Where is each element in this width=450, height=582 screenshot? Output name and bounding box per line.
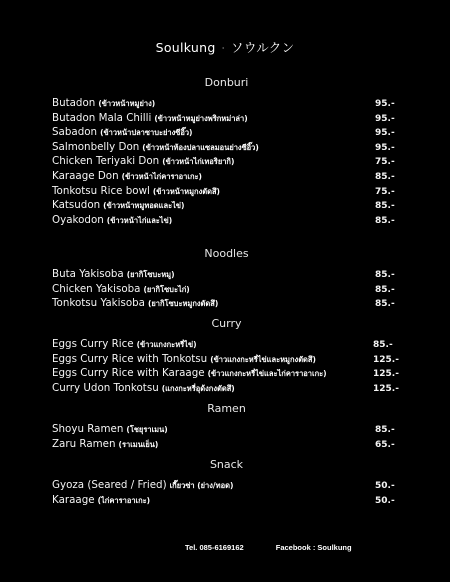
menu-item-label	[52, 437, 158, 453]
menu-item-price: 85.-	[375, 284, 395, 295]
menu-item-price: 85.-	[375, 171, 395, 182]
menu-item-price: 95.-	[375, 113, 395, 124]
menu-item	[52, 140, 397, 155]
menu-item-name: Sabadon	[52, 126, 98, 139]
menu-item	[52, 352, 397, 367]
section-ramen	[52, 402, 397, 451]
section-title: Donburi	[204, 76, 249, 89]
menu-item	[52, 296, 397, 311]
menu-item-thai-name: (ข้าวแกงกะหรี่ไข่และหมูกงตัดสึ)	[210, 354, 316, 364]
menu-item-name: Eggs Curry Rice with Karaage	[52, 367, 205, 380]
menu-item-price: 125.-	[373, 354, 399, 365]
menu-item-label	[52, 184, 220, 200]
menu-item-thai-name: (ข้าวหน้าไก่และไข่)	[106, 215, 173, 225]
menu-item-label	[52, 213, 172, 229]
menu-item-name: Butadon	[52, 97, 96, 109]
menu-item-price: 85.-	[373, 340, 393, 350]
title-separator: ·	[221, 44, 225, 53]
section-title: Curry	[211, 317, 242, 330]
menu-item-label	[52, 493, 150, 509]
section-title: Ramen	[207, 402, 246, 415]
menu-item-thai-name: (แกงกะหรี่อุด้งกงตัดสึ)	[161, 383, 235, 393]
section-title: Snack	[209, 458, 244, 471]
footer-facebook: Facebook : Soulkung	[275, 543, 352, 552]
menu-item-thai-name: (ข้าวหน้าไก่คาราอาเกะ)	[121, 171, 202, 181]
menu-item-label	[52, 337, 197, 353]
section-title: Noodles	[204, 247, 249, 260]
menu-item-name: Eggs Curry Rice with Tonkotsu	[52, 352, 208, 365]
footer-telephone: Tel. 085-6169162	[185, 543, 244, 552]
menu-item-name: Butadon Mala Chilli	[52, 111, 152, 124]
menu-item-thai-name: (ข้าวหน้าหมูย่าง)	[98, 99, 156, 108]
menu-item-price: 95.-	[375, 128, 395, 139]
menu-item-label	[52, 478, 233, 494]
menu-item-label	[52, 140, 259, 156]
menu-item	[52, 125, 397, 140]
restaurant-name: Soulkung	[155, 40, 216, 55]
menu-item-name: Gyoza (Seared / Fried)	[52, 479, 167, 491]
menu-item-name: Chicken Teriyaki Don	[52, 155, 160, 168]
menu-item-price: 125.-	[373, 383, 399, 394]
menu-item-thai-name: (ข้าวหน้าหมูทอดและไข่)	[103, 201, 185, 211]
footer	[185, 543, 352, 552]
menu-item-price: 75.-	[375, 186, 395, 197]
menu-item	[52, 213, 397, 228]
restaurant-name-japanese: ソウルクン	[231, 40, 295, 55]
menu-item-label	[52, 381, 235, 397]
menu-item-name: Chicken Yakisoba	[52, 282, 141, 295]
menu-item-price: 50.-	[375, 481, 395, 491]
menu-item-label	[52, 198, 184, 214]
menu-item-label	[52, 267, 175, 283]
menu-item-label	[52, 296, 218, 312]
menu-item-thai-name: (ยากิโซบะหมู)	[126, 270, 175, 279]
menu-item	[52, 493, 397, 508]
menu-item-thai-name: (โชยุราเมน)	[126, 425, 168, 434]
menu-item-label	[52, 111, 248, 127]
menu-item-thai-name: (ยากิโซบะไก่)	[143, 284, 190, 294]
menu-item-thai-name: (ข้าวหน้าปลาซาบะย่างซีอิ๊ว)	[100, 128, 193, 138]
menu-item-label	[52, 352, 316, 368]
menu-item-label	[52, 125, 192, 141]
menu-item-label	[52, 422, 168, 438]
menu-item-name: Curry Udon Tonkotsu	[52, 381, 159, 394]
menu-item-price: 95.-	[375, 142, 395, 153]
menu-item-price: 85.-	[375, 201, 395, 212]
menu-item-thai-name: (ราเมนเย็น)	[118, 439, 159, 449]
menu-item-price: 75.-	[375, 157, 395, 168]
menu-item-name: Karaage	[52, 493, 95, 506]
menu-item-price: 85.-	[375, 425, 395, 435]
menu-item	[52, 422, 397, 437]
menu-item-price: 85.-	[375, 270, 395, 280]
menu-item	[52, 437, 397, 452]
menu-item-name: Oyakodon	[52, 213, 104, 226]
menu-item-price: 85.-	[375, 215, 395, 226]
menu-item	[52, 337, 397, 352]
restaurant-title	[0, 38, 450, 56]
menu-item	[52, 267, 397, 282]
menu-item-name: Salmonbelly Don	[52, 140, 140, 153]
menu-item-name: Buta Yakisoba	[52, 268, 124, 280]
menu-item-thai-name: (ข้าวแกงกะหรี่ไข่และไก่คาราอาเกะ)	[207, 369, 327, 379]
menu-item-name: Shoyu Ramen	[52, 423, 124, 435]
menu-item-thai-name: เกี๊ยวซ่า (ย่าง/ทอด)	[169, 481, 234, 490]
menu-item-name: Zaru Ramen	[52, 437, 116, 450]
section-curry	[52, 317, 397, 395]
menu-item-label	[52, 169, 202, 185]
menu-item-name: Eggs Curry Rice	[52, 338, 134, 350]
menu-item-price: 95.-	[375, 99, 395, 109]
menu-item-price: 65.-	[375, 439, 395, 450]
menu-item-thai-name: (ข้าวแกงกะหรี่ไข่)	[136, 340, 197, 349]
menu-item-name: Katsudon	[52, 199, 101, 212]
menu-item	[52, 381, 397, 396]
menu-item-thai-name: (ข้าวหน้าท้องปลาแซลมอนย่างซีอิ๊ว)	[142, 142, 259, 152]
menu-item	[52, 198, 397, 213]
menu-item	[52, 111, 397, 126]
menu-item	[52, 478, 397, 493]
menu-item-label	[52, 282, 190, 298]
menu-item	[52, 96, 397, 111]
menu-item	[52, 154, 397, 169]
menu-item	[52, 169, 397, 184]
menu-item-thai-name: (ข้าวหน้าไก่เทอริยากิ)	[162, 157, 235, 167]
menu-item-name: Tonkotsu Rice bowl	[52, 184, 150, 197]
menu-item-thai-name: (ไก่คาราอาเกะ)	[97, 495, 151, 505]
menu-item-label	[52, 96, 155, 112]
menu-item	[52, 184, 397, 199]
menu-item-name: Karaage Don	[52, 169, 119, 182]
section-noodles	[52, 247, 397, 311]
menu-item-name: Tonkotsu Yakisoba	[52, 297, 145, 310]
menu-item-thai-name: (ยากิโซบะหมูกงตัดสึ)	[147, 299, 219, 309]
menu-item	[52, 282, 397, 297]
menu-item-price: 125.-	[373, 369, 399, 380]
menu-item-thai-name: (ข้าวหน้าหมูย่างพริกหม่าล่า)	[154, 113, 248, 123]
menu-item-label	[52, 366, 327, 382]
menu-item-thai-name: (ข้าวหน้าหมูกงตัดสึ)	[152, 186, 220, 196]
menu-item-price: 85.-	[375, 299, 395, 310]
menu-item-price: 50.-	[375, 495, 395, 506]
section-donburi	[52, 76, 397, 227]
menu-item-label	[52, 154, 234, 170]
menu-item	[52, 366, 397, 381]
section-snack	[52, 458, 397, 507]
